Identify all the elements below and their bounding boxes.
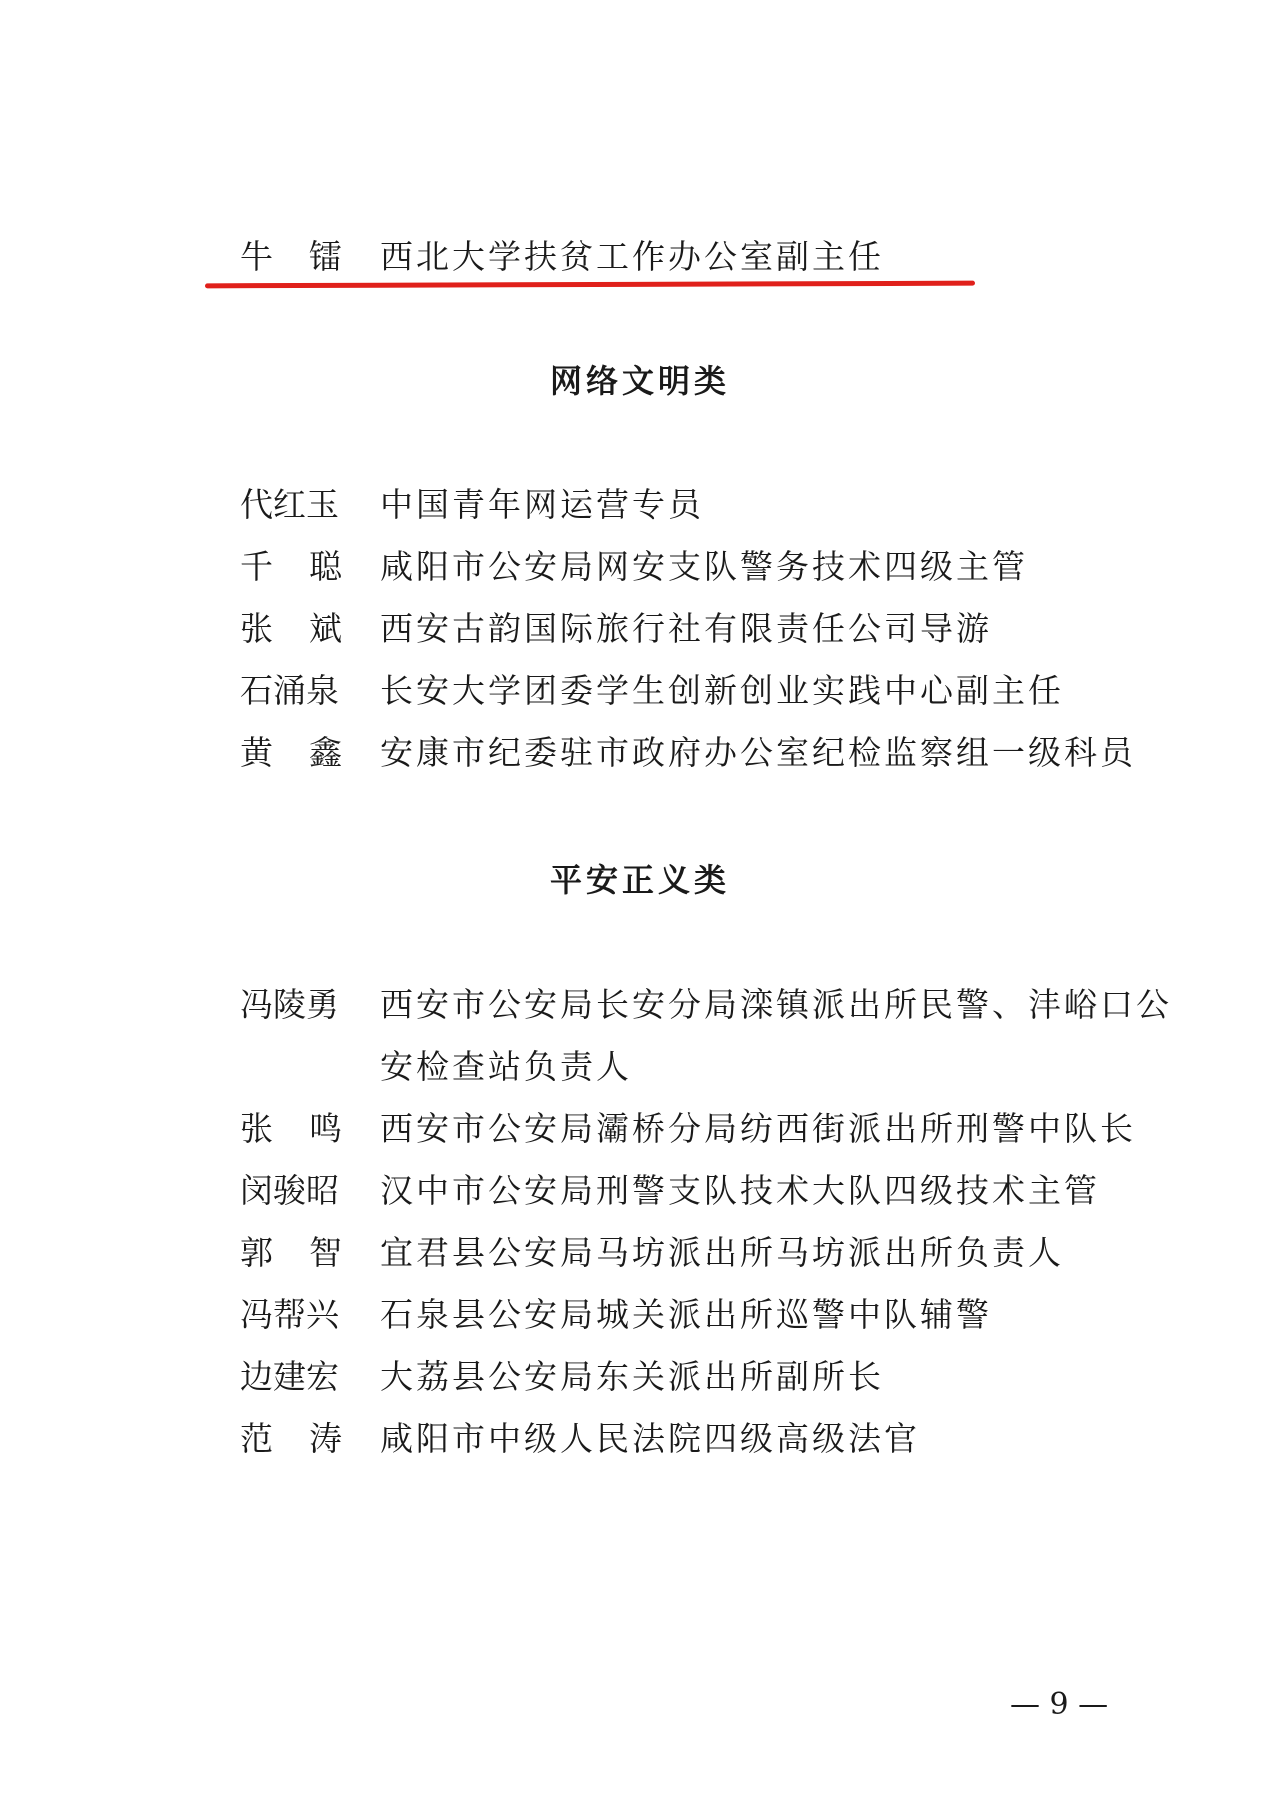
person-name: 牛镭: [240, 237, 378, 276]
list-item: [240, 1104, 1136, 1154]
list-item: [240, 666, 1064, 716]
list-item: [240, 480, 704, 530]
person-name: 千聪: [240, 547, 378, 586]
person-name: 范涛: [240, 1419, 378, 1458]
person-title: 汉中市公安局刑警支队技术大队四级技术主管: [380, 1171, 1100, 1210]
person-name: 冯帮兴: [240, 1295, 339, 1334]
person-title-continuation: 安检查站负责人: [380, 1047, 632, 1086]
list-item: [240, 980, 1172, 1030]
person-title: 宜君县公安局马坊派出所马坊派出所负责人: [380, 1233, 1064, 1272]
person-name: 黄鑫: [240, 733, 378, 772]
person-name: 张鸣: [240, 1109, 378, 1148]
person-title: 安康市纪委驻市政府办公室纪检监察组一级科员: [380, 733, 1136, 772]
section-heading-safety: 平安正义类: [549, 861, 730, 899]
person-title: 西安市公安局灞桥分局纺西街派出所刑警中队长: [380, 1109, 1136, 1148]
list-item: [240, 1228, 1064, 1278]
person-name: 郭智: [240, 1233, 378, 1272]
person-title: 咸阳市中级人民法院四级高级法官: [380, 1419, 920, 1458]
list-item: [240, 1166, 1100, 1216]
person-title: 大荔县公安局东关派出所副所长: [380, 1357, 884, 1396]
top-entry: [240, 232, 884, 282]
person-name: 边建宏: [240, 1357, 339, 1396]
list-item: [240, 1290, 992, 1340]
section-heading-network: 网络文明类: [549, 362, 730, 400]
person-title: 西安古韵国际旅行社有限责任公司导游: [380, 609, 992, 648]
person-name: 石涌泉: [240, 671, 339, 710]
person-title: 中国青年网运营专员: [380, 485, 704, 524]
person-title: 石泉县公安局城关派出所巡警中队辅警: [380, 1295, 992, 1334]
person-title: 咸阳市公安局网安支队警务技术四级主管: [380, 547, 1028, 586]
person-name: 张斌: [240, 609, 378, 648]
list-item: [240, 604, 992, 654]
list-item: [240, 728, 1136, 778]
person-title: 西安市公安局长安分局滦镇派出所民警、沣峪口公: [380, 985, 1172, 1024]
list-item: [240, 1414, 920, 1464]
page-number: — 9 —: [1010, 1687, 1109, 1722]
person-name: 代红玉: [240, 485, 339, 524]
person-title: 长安大学团委学生创新创业实践中心副主任: [380, 671, 1064, 710]
person-name: 冯陵勇: [240, 985, 339, 1024]
person-name: 闵骏昭: [240, 1171, 339, 1210]
list-item: [240, 1352, 884, 1402]
person-title: 西北大学扶贫工作办公室副主任: [380, 237, 884, 276]
list-item: [240, 542, 1028, 592]
